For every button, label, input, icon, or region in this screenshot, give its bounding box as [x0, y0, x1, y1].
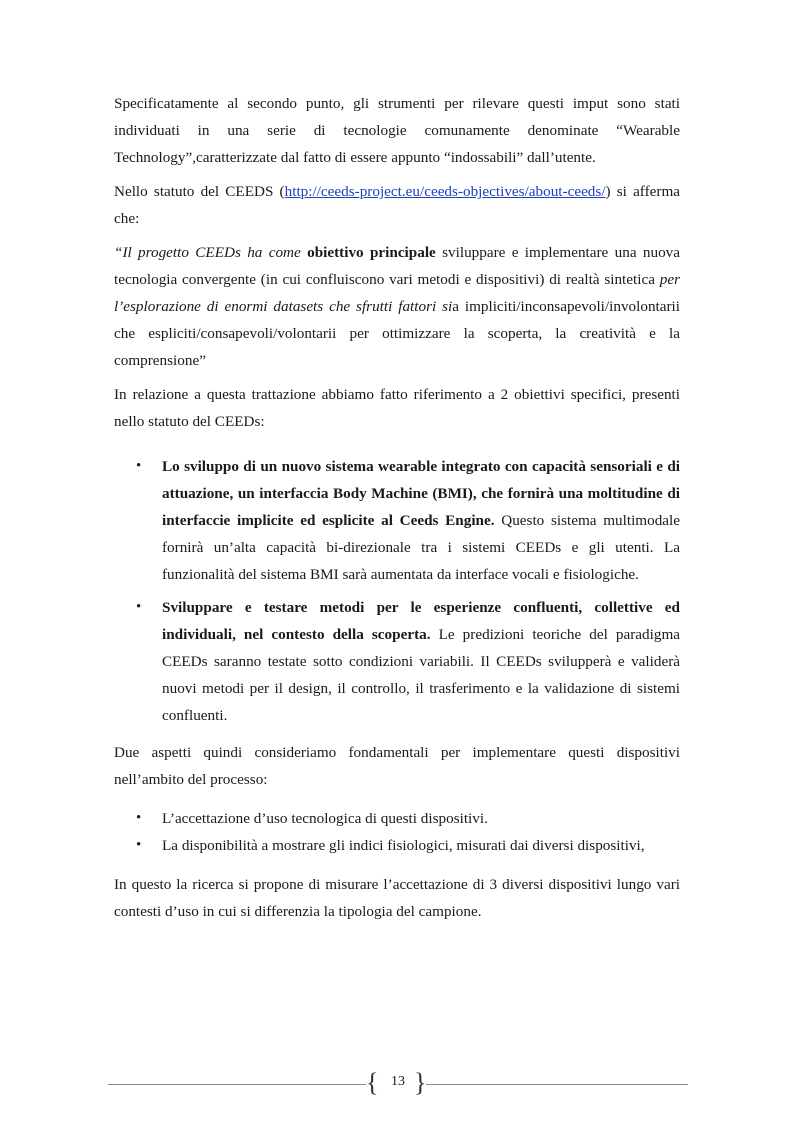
ceeds-link[interactable]: http://ceeds-project.eu/ceeds-objectives/about-ceeds/	[284, 183, 606, 200]
paragraph-research-aim: In questo la ricerca si propone di misurare l’accettazione di 3 diversi dispositivi lungo vari contesti d’uso in cui si differenzia la tipologia del campione.	[114, 876, 680, 920]
objective-bold: Sviluppare e testare metodi per le esperienze confluenti, collettive ed individuali, nel contesto della scoperta.	[162, 599, 680, 643]
bullet-icon: •	[136, 599, 142, 615]
quote-italic-start: “Il progetto CEEDs ha come	[114, 244, 308, 261]
objectives-list	[114, 453, 680, 729]
paragraph-aspects-intro: Due aspetti quindi consideriamo fondamentali per implementare questi dispositivi nell’ambito del processo:	[114, 744, 680, 788]
footer-rule-right	[426, 1084, 688, 1085]
aspects-list	[114, 805, 680, 859]
paragraph-wearable-intro: Specificatamente al secondo punto, gli strumenti per rilevare questi imput sono stati individuati in una serie di tecnologie comunamente denominate “Wearable Technology”,caratterizzate dal fatto di essere appunto “indossabili” dall’utente.	[114, 95, 680, 166]
objective-text: Questo sistema multimodale fornirà un’alta capacità bi-direzionale tra i sistemi CEEDs e gli utenti. La funzionalità del sistema BMI sarà aumentata da interface vocali e fisiologiche.	[162, 512, 680, 583]
paragraph-ceeds-quote	[114, 239, 680, 374]
aspect-text: L’accettazione d’uso tecnologica di questi dispositivi.	[162, 810, 488, 827]
bullet-icon: •	[136, 837, 142, 853]
list-item	[114, 594, 680, 729]
footer-brace-right: }	[414, 1068, 427, 1097]
list-item	[114, 805, 680, 832]
paragraph-ceeds-statute	[114, 178, 680, 232]
page-number: 13	[391, 1074, 405, 1089]
list-item	[114, 453, 680, 588]
list-item	[114, 832, 680, 859]
document-body	[114, 90, 680, 925]
objective-bold: Lo sviluppo di un nuovo sistema wearable integrato con capacità sensoriali e di attuazione, un interfaccia Body Machine (BMI), che fornirà una moltitudine di interfaccie implicite ed esplicite al Ceeds Engine.	[162, 458, 680, 529]
statute-text-before: Nello statuto del CEEDS (	[114, 183, 285, 200]
statute-text-after: ) si afferma che:	[114, 183, 681, 227]
quote-end: a impliciti/inconsapevoli/involontarii che espliciti/consapevoli/volontarii per ottimizzare la scoperta, la creatività e la comprensione”	[114, 298, 680, 369]
aspect-text: La disponibilità a mostrare gli indici fisiologici, misurati dai diversi dispositivi,	[162, 837, 645, 854]
paragraph-objectives-intro: In relazione a questa trattazione abbiamo fatto riferimento a 2 obiettivi specifici, presenti nello statuto del CEEDs:	[114, 386, 680, 430]
bullet-icon: •	[136, 458, 142, 474]
quote-italic-middle: per l’esplorazione di enormi datasets che sfrutti fattori si	[114, 271, 680, 315]
bullet-icon: •	[136, 810, 142, 826]
objective-text: Le predizioni teoriche del paradigma CEEDs saranno testate sotto condizioni variabili. Il CEEDs svilupperà e validerà nuovi metodi per il design, il controllo, il trasferimento e la validazione di sistemi confluenti.	[162, 626, 680, 724]
quote-middle: sviluppare e implementare una nuova tecnologia convergente (in cui confluiscono vari metodi e dispositivi) di realtà sintetica	[114, 244, 681, 288]
quote-bold-objective: obiettivo principale	[307, 244, 436, 261]
page-footer	[108, 1068, 688, 1104]
footer-rule-left	[108, 1084, 366, 1085]
footer-brace-left: {	[366, 1068, 379, 1097]
